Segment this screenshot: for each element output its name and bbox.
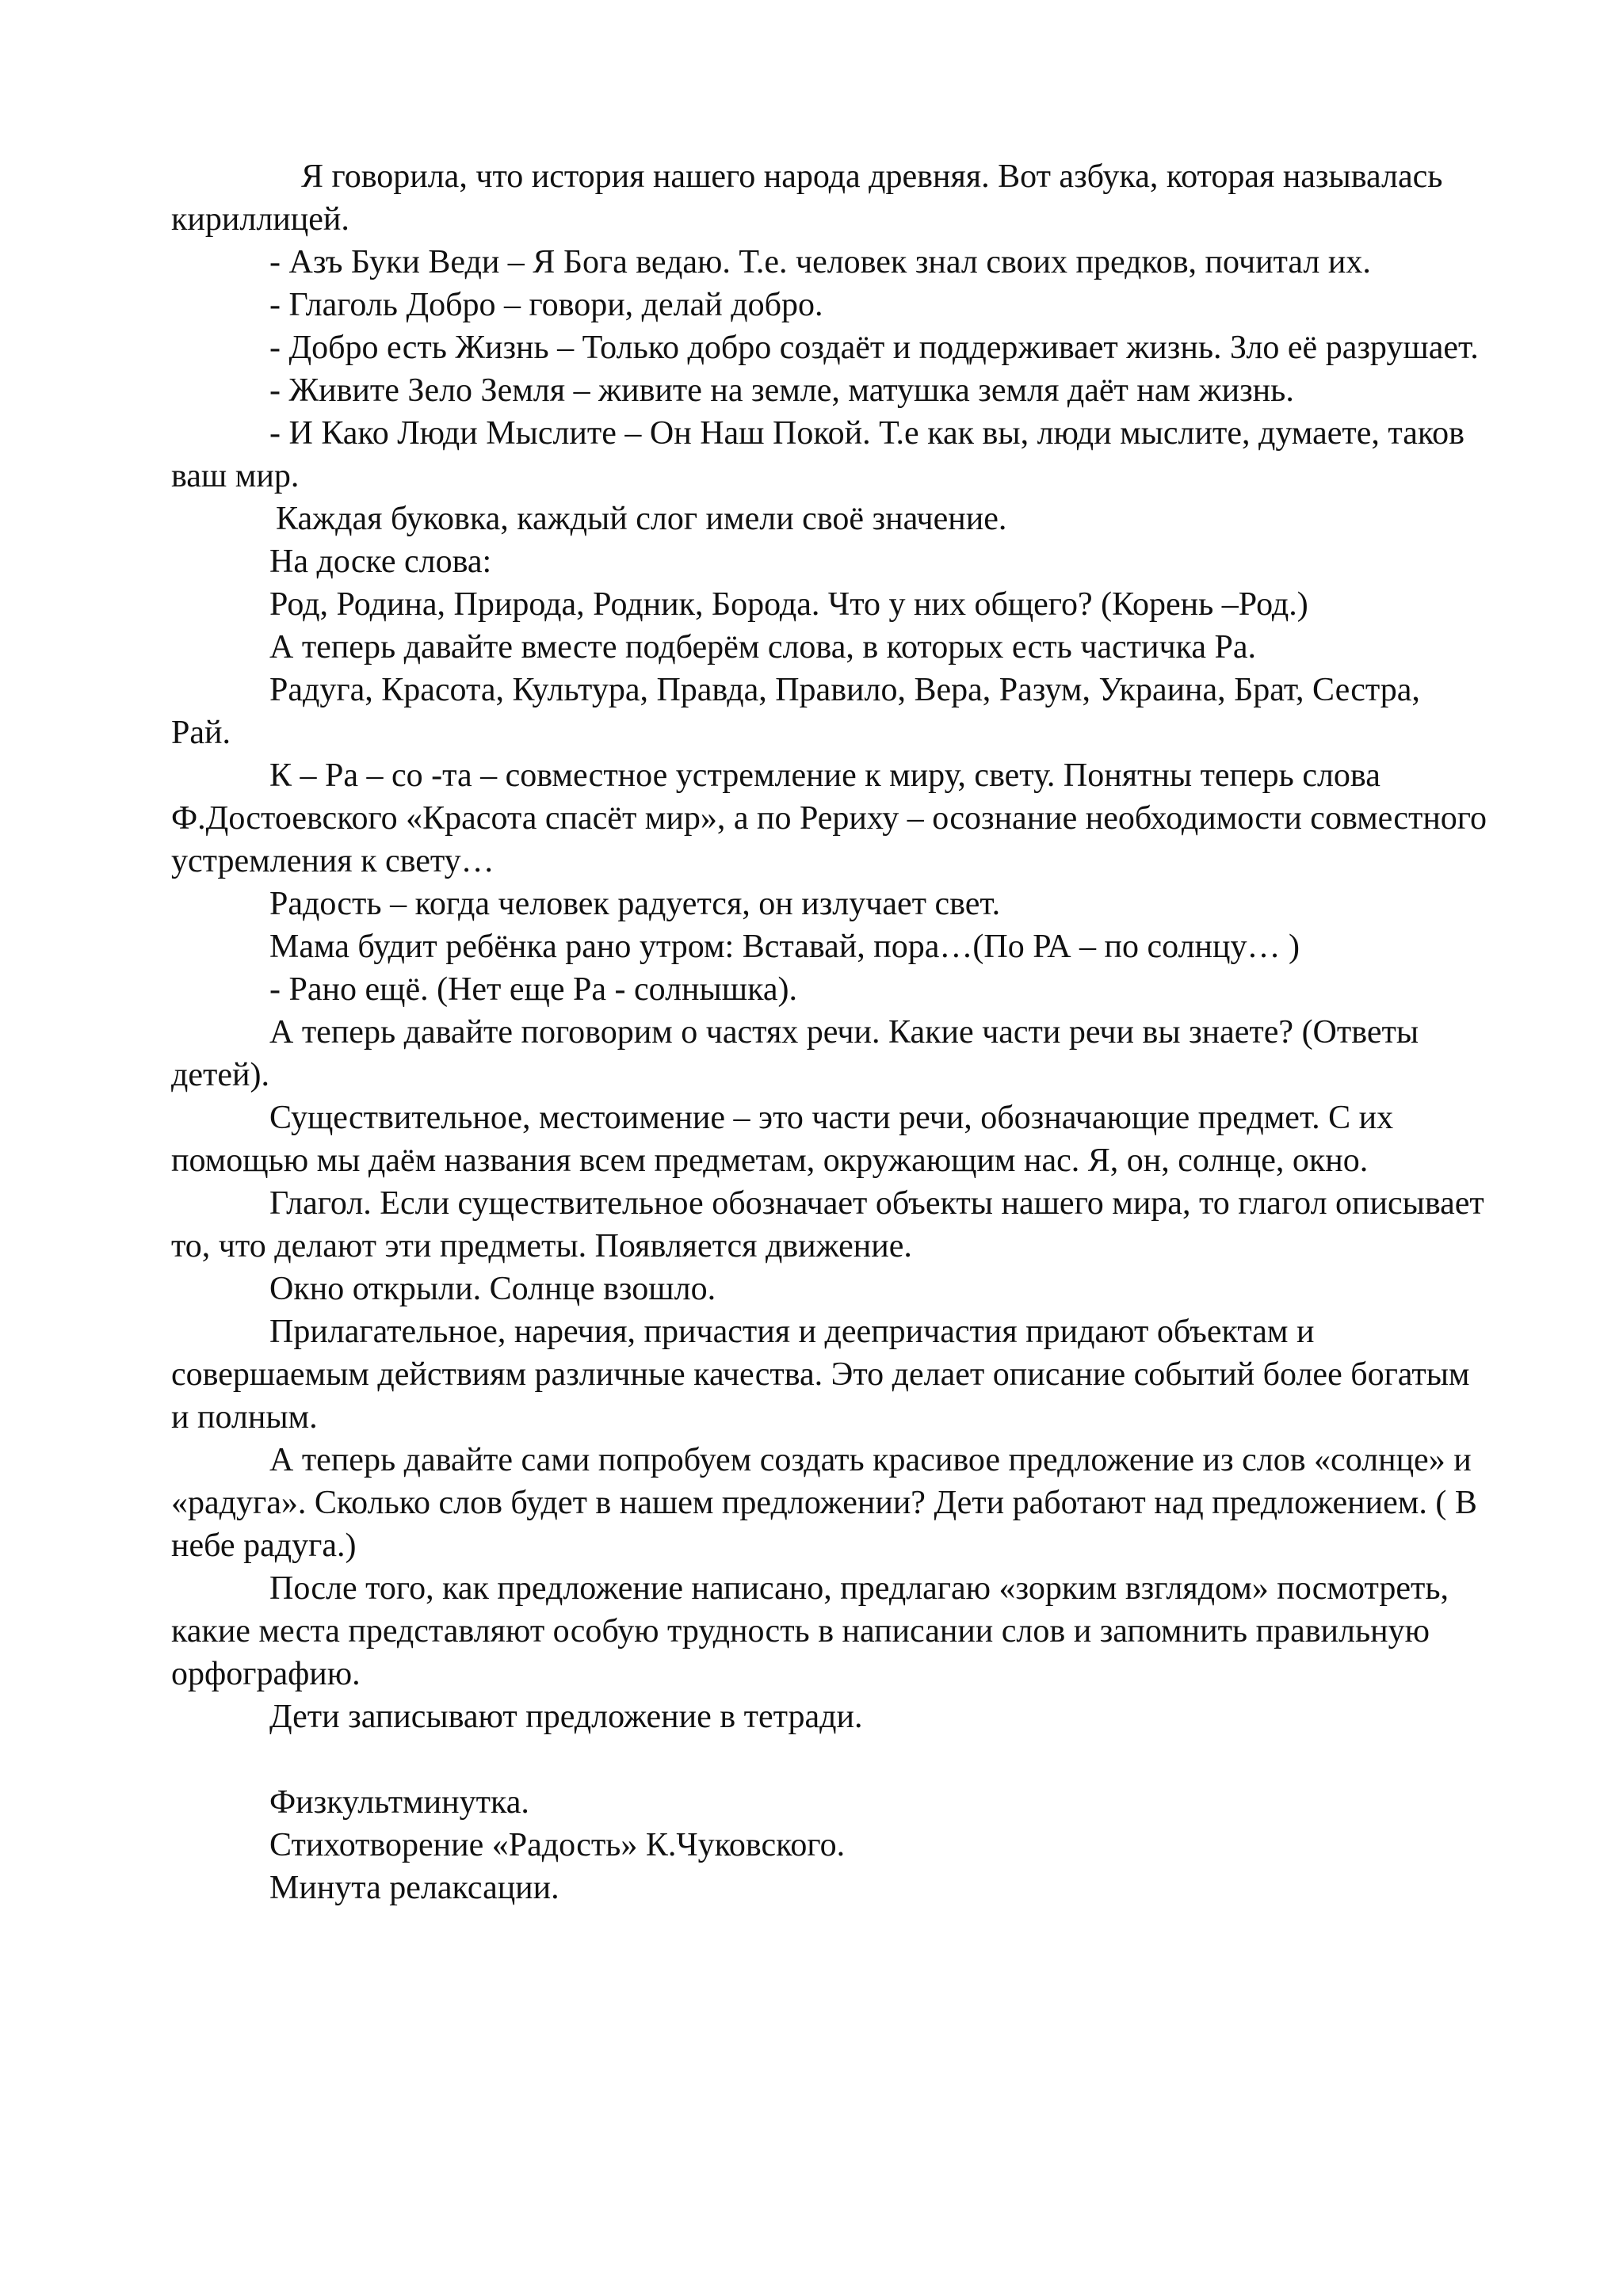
- paragraph-mama: Мама будит ребёнка рано утром: Вставай, пора…(По РА – по солнцу… ): [269, 929, 1300, 965]
- paragraph-fizkultminutka: Физкультминутка.: [269, 1784, 529, 1821]
- paragraph-glagol-dobro: - Глаголь Добро – говори, делай добро.: [269, 287, 823, 323]
- paragraph-rano: - Рано ещё. (Нет еще Ра - солнышка).: [269, 971, 797, 1008]
- paragraph-relaksatsiya: Минута релаксации.: [269, 1870, 559, 1906]
- paragraph-chasti-rechi: А теперь давайте поговорим о частях речи. Какие части речи вы знаете? (Ответы детей).: [171, 1014, 1419, 1093]
- blank-line: [171, 1738, 1487, 1781]
- paragraph-intro: Я говорила, что история нашего народа древняя. Вот азбука, которая называлась кириллицей.: [171, 158, 1443, 238]
- paragraph-krasota: К – Ра – со -та – совместное устремление к миру, свету. Понятны теперь слова Ф.Достоевского «Красота спасёт мир», а по Рериху – осознание необходимости совместного устремления к свету…: [171, 757, 1487, 879]
- paragraph-zhivite: - Живите Зело Земля – живите на земле, матушка земля даёт нам жизнь.: [269, 372, 1294, 409]
- paragraph-radost: Радость – когда человек радуется, он излучает свет.: [269, 886, 1001, 922]
- paragraph-kako-lyudi: - И Како Люди Мыслите – Он Наш Покой. Т.е как вы, люди мыслите, думаете, таков ваш мир.: [171, 415, 1465, 494]
- paragraph-na-doske: На доске слова:: [269, 543, 492, 580]
- paragraph-bukovka: Каждая буковка, каждый слог имели своё значение.: [276, 501, 1007, 537]
- paragraph-ra-intro: А теперь давайте вместе подберём слова, в которых есть частичка Ра.: [269, 629, 1257, 666]
- paragraph-stikhotvorenie: Стихотворение «Радость» К.Чуковского.: [269, 1827, 846, 1863]
- paragraph-glagol: Глагол. Если существительное обозначает объекты нашего мира, то глагол описывает то, что делают эти предметы. Появляется движение.: [171, 1185, 1484, 1264]
- paragraph-rod-words: Род, Родина, Природа, Родник, Борода. Что у них общего? (Корень –Род.): [269, 586, 1308, 623]
- paragraph-tetradi: Дети записывают предложение в тетради.: [269, 1699, 863, 1735]
- paragraph-prilagatelnoe: Прилагательное, наречия, причастия и деепричастия придают объектам и совершаемым действиям различные качества. Это делает описание событий более богатым и полным.: [171, 1314, 1470, 1436]
- paragraph-az-buki: - Азъ Буки Веди – Я Бога ведаю. Т.е. человек знал своих предков, почитал их.: [269, 244, 1371, 280]
- paragraph-predlozhenie: А теперь давайте сами попробуем создать красивое предложение из слов «солнце» и «радуга». Сколько слов будет в нашем предложении? Дети работают над предложением. ( В небе радуга.): [171, 1442, 1477, 1564]
- document-body: [171, 155, 1487, 1909]
- paragraph-ra-words: Радуга, Красота, Культура, Правда, Правило, Вера, Разум, Украина, Брат, Сестра, Рай.: [171, 672, 1420, 751]
- paragraph-dobro-zhizn: - Добро есть Жизнь – Только добро создаёт и поддерживает жизнь. Зло её разрушает.: [269, 330, 1479, 366]
- paragraph-okno: Окно открыли. Солнце взошло.: [269, 1271, 716, 1307]
- paragraph-zorkim-vzglyadom: После того, как предложение написано, предлагаю «зорким взглядом» посмотреть, какие места представляют особую трудность в написании слов и запомнить правильную орфографию.: [171, 1570, 1449, 1692]
- paragraph-sushchestvitelnoe: Существительное, местоимение – это части речи, обозначающие предмет. С их помощью мы даём названия всем предметам, окружающим нас. Я, он, солнце, окно.: [171, 1100, 1394, 1179]
